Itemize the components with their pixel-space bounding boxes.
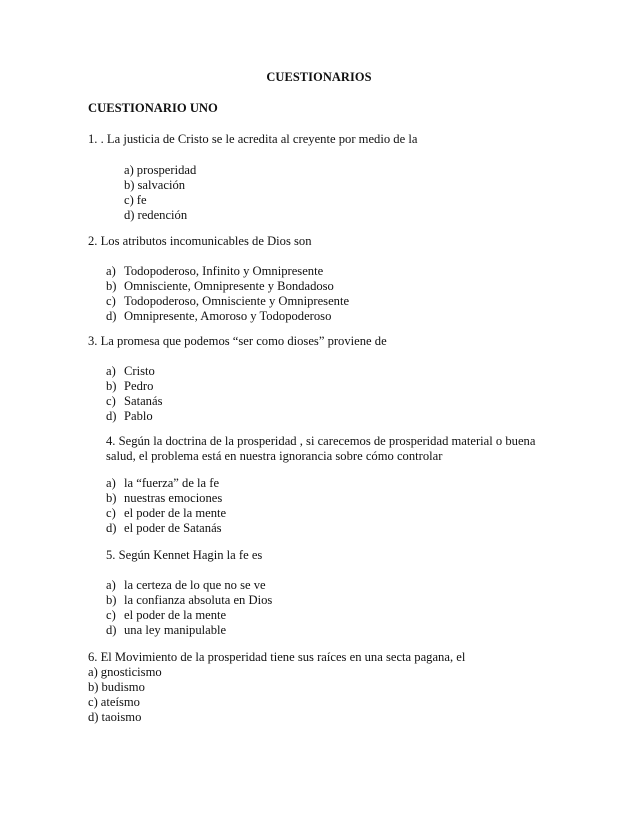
option-text: Omnipresente, Amoroso y Todopoderoso xyxy=(124,309,332,323)
option-item xyxy=(124,178,196,193)
option-text: el poder de la mente xyxy=(124,506,227,520)
option-item xyxy=(88,695,162,710)
option-item xyxy=(106,379,406,394)
option-text: prosperidad xyxy=(136,163,197,177)
option-text: redención xyxy=(137,208,188,222)
option-letter: d) xyxy=(106,309,117,323)
option-letter: c) xyxy=(88,695,98,709)
option-letter: b) xyxy=(106,379,117,393)
option-letter: a) xyxy=(106,476,116,490)
question-3: 3. La promesa que podemos “ser como dioses” proviene de xyxy=(88,334,387,348)
option-text: salvación xyxy=(137,178,186,192)
option-item xyxy=(106,294,406,309)
question-6: 6. El Movimiento de la prosperidad tiene sus raíces en una secta pagana, el xyxy=(88,650,466,664)
option-text: Pablo xyxy=(124,409,153,423)
option-letter: c) xyxy=(124,193,134,207)
question-4-options xyxy=(106,476,406,536)
option-letter: c) xyxy=(106,506,116,520)
option-letter: d) xyxy=(106,623,117,637)
option-item xyxy=(124,193,196,208)
option-text: nuestras emociones xyxy=(124,491,223,505)
option-item xyxy=(106,279,406,294)
option-text: la certeza de lo que no se ve xyxy=(124,578,266,592)
option-text: Cristo xyxy=(124,364,155,378)
option-letter: b) xyxy=(106,593,117,607)
option-text: el poder de la mente xyxy=(124,608,227,622)
option-text: budismo xyxy=(101,680,145,694)
option-text: el poder de Satanás xyxy=(124,521,222,535)
question-2-options xyxy=(106,264,406,324)
option-item xyxy=(106,593,406,608)
section-title: CUESTIONARIO UNO xyxy=(88,101,218,115)
question-6-options xyxy=(88,665,162,725)
option-item xyxy=(88,710,162,725)
option-text: gnosticismo xyxy=(100,665,162,679)
option-letter: b) xyxy=(88,680,99,694)
option-text: taoismo xyxy=(101,710,142,724)
option-letter: c) xyxy=(106,394,116,408)
option-letter: a) xyxy=(106,364,116,378)
option-item xyxy=(106,578,406,593)
option-text: fe xyxy=(136,193,147,207)
option-item xyxy=(88,680,162,695)
question-1-options xyxy=(124,163,196,223)
option-text: la “fuerza” de la fe xyxy=(124,476,220,490)
question-3-options xyxy=(106,364,406,424)
option-item xyxy=(106,506,406,521)
option-text: Satanás xyxy=(124,394,163,408)
option-item xyxy=(106,521,406,536)
option-item xyxy=(106,409,406,424)
question-5-options xyxy=(106,578,406,638)
option-text: la confianza absoluta en Dios xyxy=(124,593,273,607)
option-item xyxy=(124,163,196,178)
option-item xyxy=(106,491,406,506)
question-4-line-1: 4. Según la doctrina de la prosperidad , si carecemos de prosperidad material o buena xyxy=(106,434,536,448)
option-letter: b) xyxy=(124,178,135,192)
option-letter: d) xyxy=(106,409,117,423)
page-title: CUESTIONARIOS xyxy=(266,70,372,84)
option-letter: c) xyxy=(106,608,116,622)
option-item xyxy=(106,364,406,379)
option-item xyxy=(106,623,406,638)
option-text: Pedro xyxy=(124,379,154,393)
option-letter: c) xyxy=(106,294,116,308)
question-4-line-2: salud, el problema está en nuestra ignorancia sobre cómo controlar xyxy=(106,449,443,463)
option-item xyxy=(106,608,406,623)
question-5: 5. Según Kennet Hagin la fe es xyxy=(106,548,263,562)
option-item xyxy=(106,476,406,491)
option-item xyxy=(88,665,162,680)
option-letter: d) xyxy=(106,521,117,535)
question-2: 2. Los atributos incomunicables de Dios son xyxy=(88,234,312,248)
option-letter: a) xyxy=(106,264,116,278)
option-letter: d) xyxy=(88,710,99,724)
option-text: Todopoderoso, Omnisciente y Omnipresente xyxy=(124,294,350,308)
option-letter: a) xyxy=(124,163,134,177)
option-item xyxy=(106,394,406,409)
option-letter: d) xyxy=(124,208,135,222)
option-letter: a) xyxy=(88,665,98,679)
option-text: Todopoderoso, Infinito y Omnipresente xyxy=(124,264,324,278)
option-item xyxy=(106,264,406,279)
option-letter: b) xyxy=(106,491,117,505)
option-item xyxy=(124,208,196,223)
option-text: ateísmo xyxy=(100,695,140,709)
option-item xyxy=(106,309,406,324)
option-text: Omnisciente, Omnipresente y Bondadoso xyxy=(124,279,334,293)
option-letter: a) xyxy=(106,578,116,592)
option-letter: b) xyxy=(106,279,117,293)
option-text: una ley manipulable xyxy=(124,623,227,637)
question-1: 1. . La justicia de Cristo se le acredita al creyente por medio de la xyxy=(88,132,418,146)
